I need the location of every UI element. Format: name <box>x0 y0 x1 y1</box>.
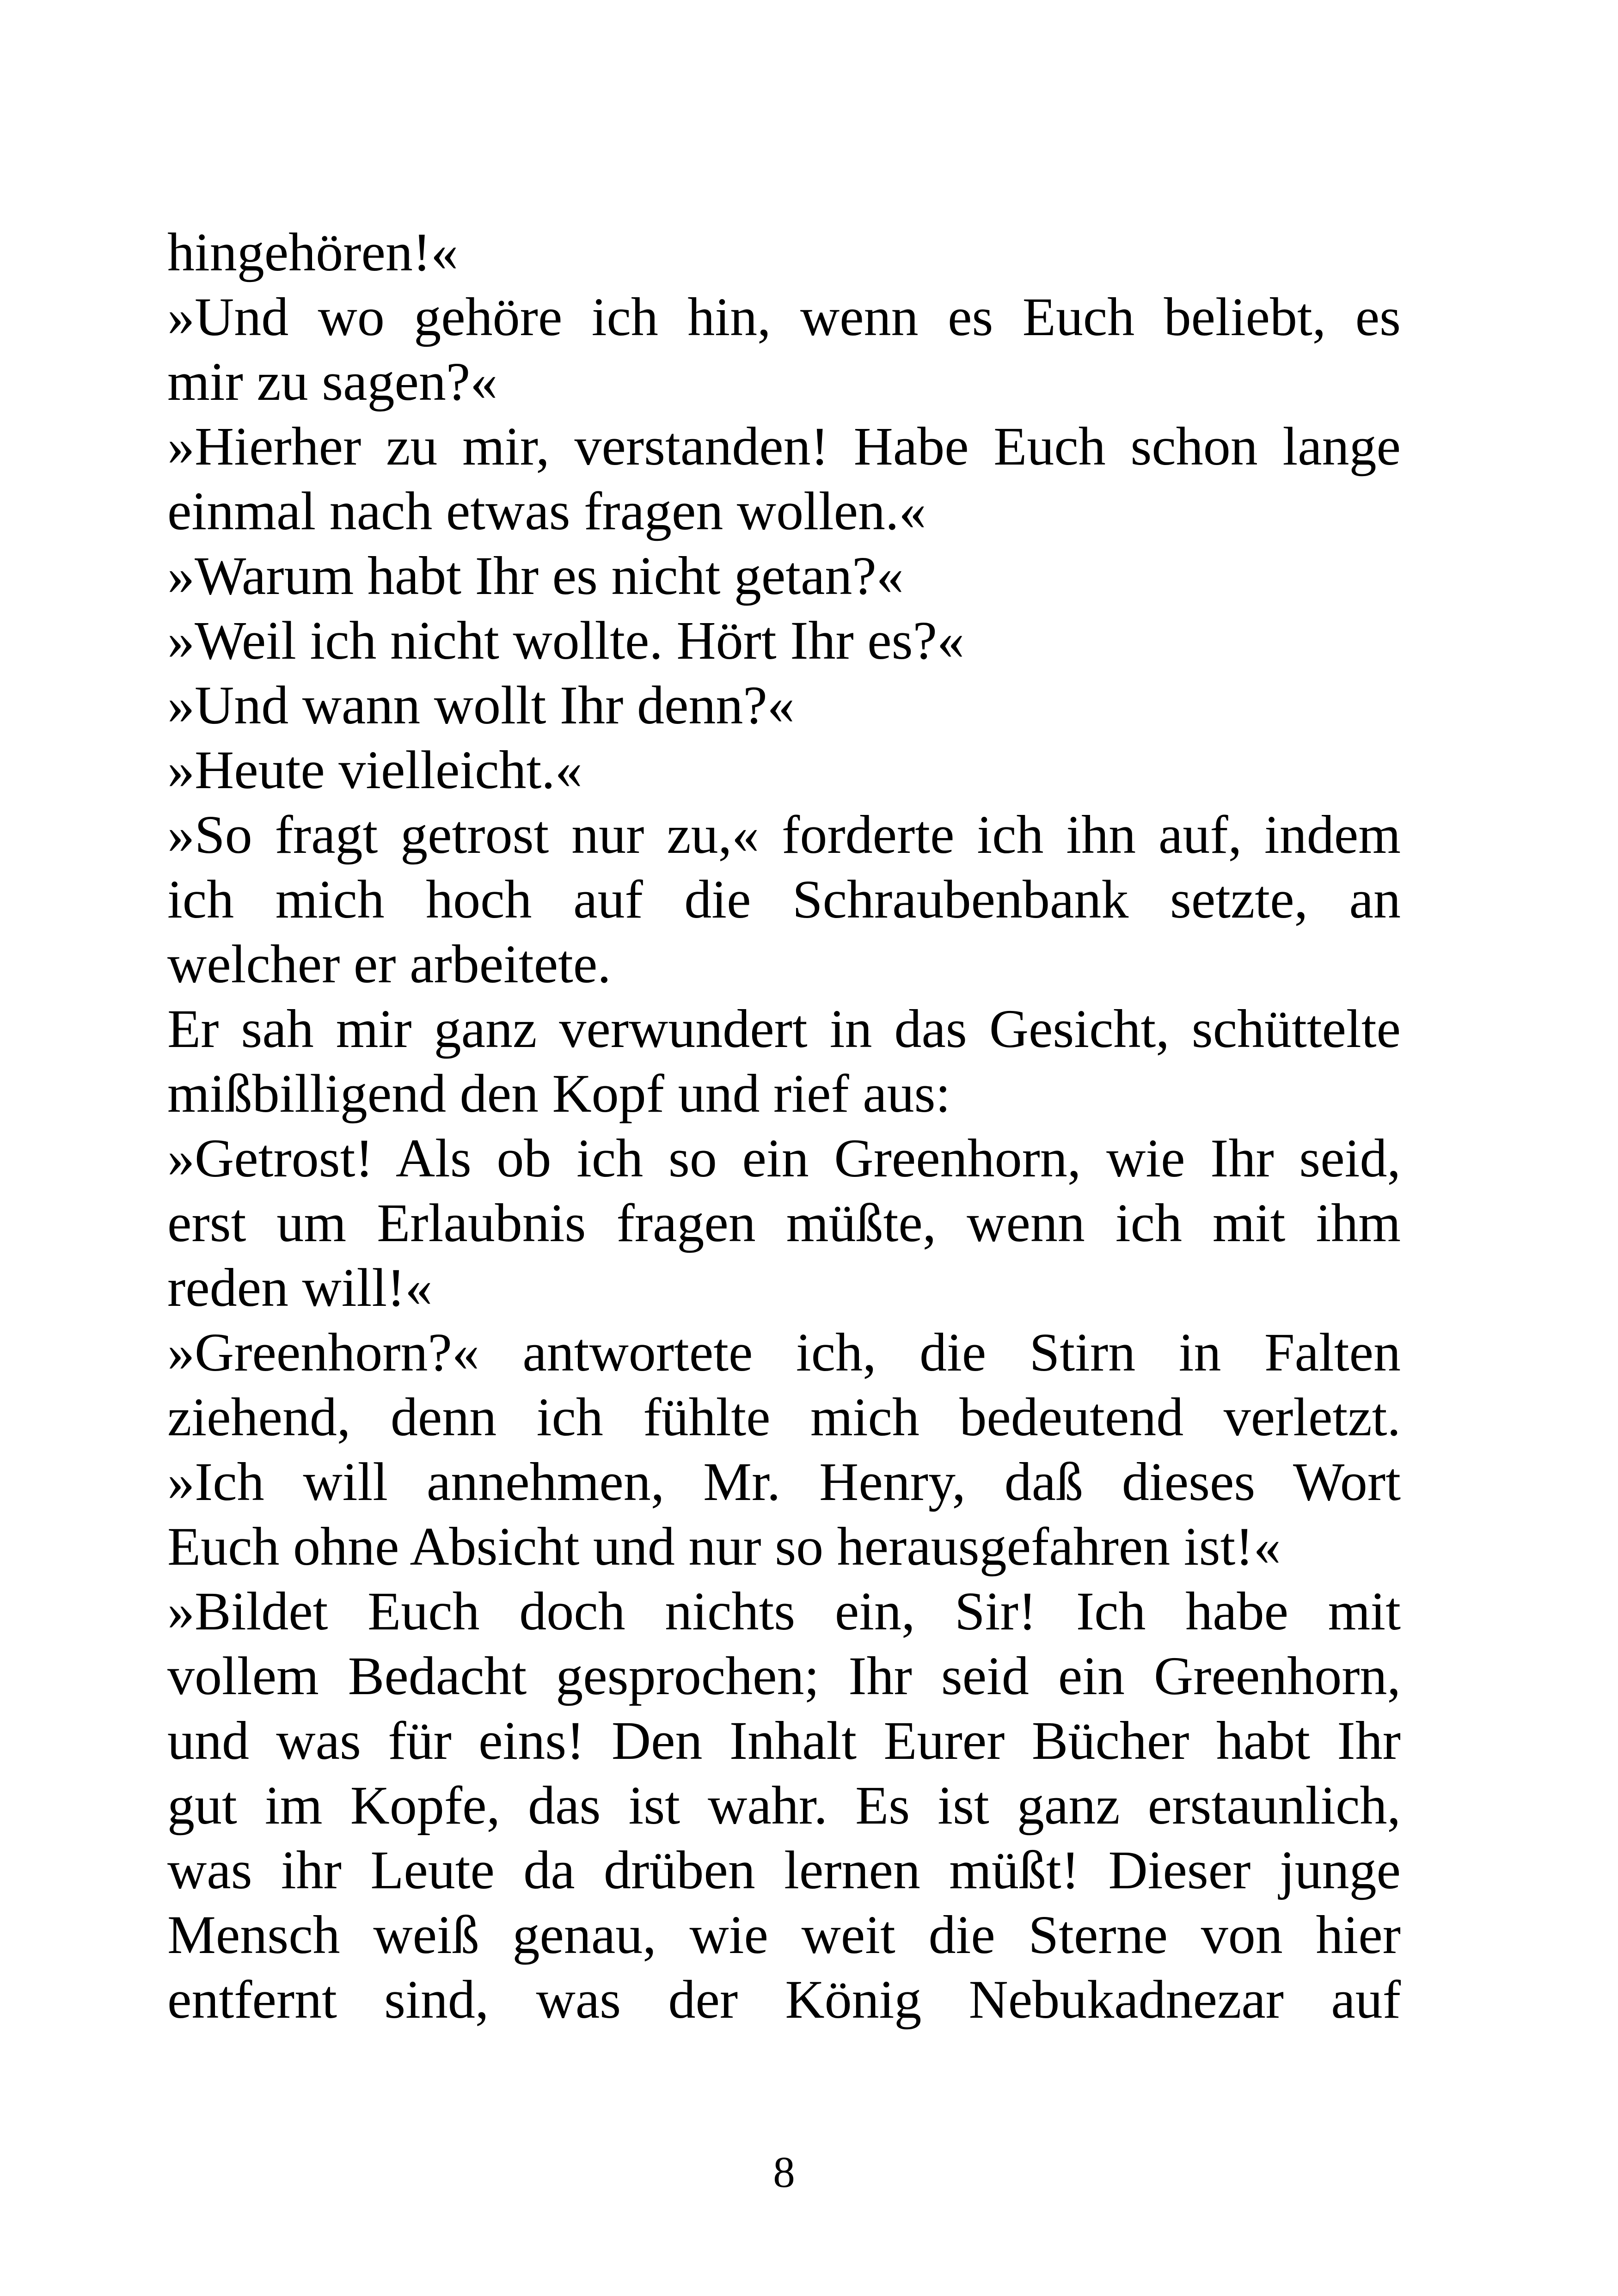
text-line: Euch ohne Absicht und nur so herausgefahren ist!« <box>167 1516 1281 1577</box>
paragraph <box>167 1126 1401 1320</box>
text-line: »So fragt getrost nur zu,« forderte ich ihn auf, indem <box>167 804 1401 865</box>
text-line: Er sah mir ganz verwundert in das Gesicht, schüttelte <box>167 998 1401 1059</box>
paragraph <box>167 414 1401 544</box>
text-line: mir zu sagen?« <box>167 351 498 412</box>
paragraph <box>167 1579 1401 2032</box>
text-line: »Greenhorn?« antwortete ich, die Stirn in Falten <box>167 1322 1401 1383</box>
text-line: »Hierher zu mir, verstanden! Habe Euch schon lange <box>167 416 1401 477</box>
paragraph <box>167 802 1401 997</box>
paragraph <box>167 1320 1401 1579</box>
text-line: »Heute vielleicht.« <box>167 740 582 800</box>
text-line: vollem Bedacht gesprochen; Ihr seid ein Greenhorn, <box>167 1646 1401 1706</box>
text-line: entfernt sind, was der König Nebukadnezar auf <box>167 1969 1401 2030</box>
text-line: einmal nach etwas fragen wollen.« <box>167 481 926 541</box>
text-line: welcher er arbeitete. <box>167 934 611 994</box>
text-line: gut im Kopfe, das ist wahr. Es ist ganz erstaunlich, <box>167 1775 1401 1836</box>
text-line: Mensch weiß genau, wie weit die Sterne von hier <box>167 1904 1401 1965</box>
paragraph <box>167 220 1401 285</box>
text-line: »Warum habt Ihr es nicht getan?« <box>167 545 904 606</box>
paragraph <box>167 544 1401 608</box>
paragraph <box>167 997 1401 1126</box>
text-line: »Ich will annehmen, Mr. Henry, daß dieses Wort <box>167 1451 1401 1512</box>
page-number: 8 <box>773 2148 795 2197</box>
text-line: »Und wo gehöre ich hin, wenn es Euch beliebt, es <box>167 287 1401 347</box>
text-line: mißbilligend den Kopf und rief aus: <box>167 1063 951 1124</box>
text-line: hingehören!« <box>167 222 459 282</box>
text-line: »Weil ich nicht wollte. Hört Ihr es?« <box>167 610 964 671</box>
text-line: ich mich hoch auf die Schraubenbank setzte, an <box>167 869 1401 930</box>
text-line: was ihr Leute da drüben lernen müßt! Dieser junge <box>167 1840 1401 1900</box>
paragraph <box>167 285 1401 414</box>
paragraph <box>167 673 1401 738</box>
paragraph <box>167 608 1401 673</box>
text-line: und was für eins! Den Inhalt Eurer Bücher habt Ihr <box>167 1710 1401 1771</box>
text-line: reden will!« <box>167 1257 433 1318</box>
text-line: »Und wann wollt Ihr denn?« <box>167 675 795 735</box>
text-line: erst um Erlaubnis fragen müßte, wenn ich mit ihm <box>167 1193 1401 1253</box>
text-line: ziehend, denn ich fühlte mich bedeutend verletzt. <box>167 1387 1401 1447</box>
text-line: »Getrost! Als ob ich so ein Greenhorn, wie Ihr seid, <box>167 1128 1401 1188</box>
page-text <box>167 220 1401 2032</box>
paragraph <box>167 738 1401 802</box>
text-line: »Bildet Euch doch nichts ein, Sir! Ich habe mit <box>167 1581 1401 1641</box>
